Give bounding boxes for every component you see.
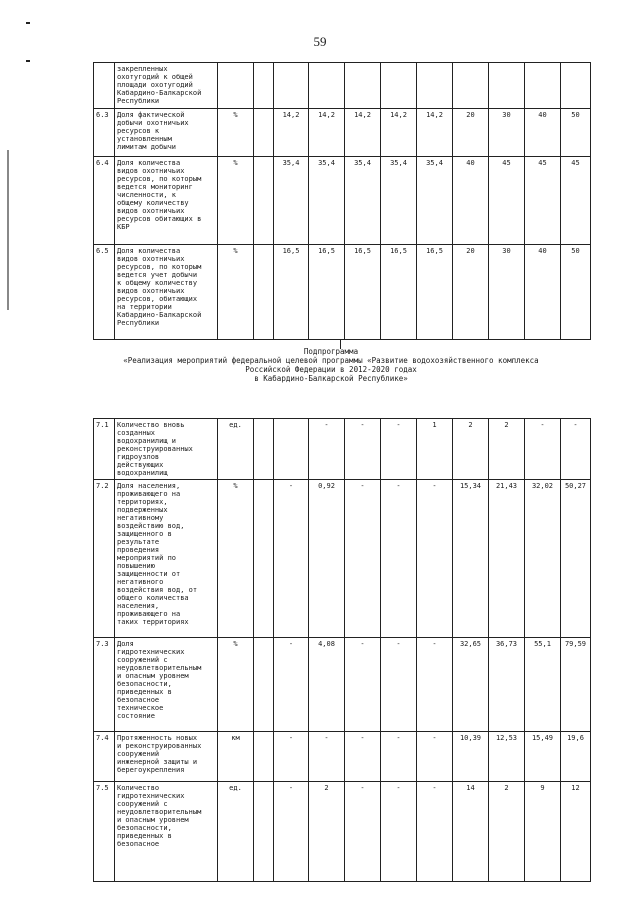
value-cell: 4,08 (309, 638, 345, 732)
value-cell (254, 245, 274, 340)
row-number: 6.3 (94, 109, 115, 157)
value-cell: 45 (489, 157, 525, 245)
value-cell: - (525, 419, 561, 480)
value-cell: 14,2 (345, 109, 381, 157)
value-cell: - (345, 732, 381, 782)
value-cell: 40 (525, 109, 561, 157)
value-cell: - (381, 480, 417, 638)
value-cell (254, 157, 274, 245)
value-cell: - (381, 732, 417, 782)
value-cell: 14,2 (417, 109, 453, 157)
indicator-name: Количество гидротехнических сооружений с неудовлетворительным и опасным уровнем безопасности, приведенных в безопасное (115, 782, 218, 882)
value-cell: 20 (453, 245, 489, 340)
value-cell (453, 63, 489, 109)
value-cell: 2 (453, 419, 489, 480)
value-cell: 35,4 (381, 157, 417, 245)
value-cell: 40 (525, 245, 561, 340)
value-cell: 35,4 (274, 157, 309, 245)
table-row (94, 63, 591, 109)
value-cell: 15,34 (453, 480, 489, 638)
value-cell (309, 63, 345, 109)
value-cell: 50,27 (561, 480, 591, 638)
unit-cell (218, 63, 254, 109)
value-cell: 32,65 (453, 638, 489, 732)
table-row (94, 638, 591, 732)
row-number: 7.2 (94, 480, 115, 638)
value-cell (254, 63, 274, 109)
value-cell: 15,49 (525, 732, 561, 782)
value-cell (254, 782, 274, 882)
value-cell: 32,02 (525, 480, 561, 638)
value-cell: - (561, 419, 591, 480)
value-cell: - (345, 782, 381, 882)
value-cell: 35,4 (417, 157, 453, 245)
value-cell: - (417, 480, 453, 638)
value-cell: - (381, 638, 417, 732)
value-cell: - (274, 638, 309, 732)
value-cell: 21,43 (489, 480, 525, 638)
value-cell: 14,2 (381, 109, 417, 157)
binding-edge (7, 150, 9, 310)
value-cell (254, 480, 274, 638)
row-number: 6.4 (94, 157, 115, 245)
value-cell: 30 (489, 245, 525, 340)
value-cell: 1 (417, 419, 453, 480)
value-cell (254, 638, 274, 732)
value-cell (381, 63, 417, 109)
unit-cell: % (218, 245, 254, 340)
value-cell: 50 (561, 245, 591, 340)
row-number: 7.4 (94, 732, 115, 782)
row-number: 6.5 (94, 245, 115, 340)
value-cell (274, 419, 309, 480)
value-cell: 16,5 (274, 245, 309, 340)
value-cell: 16,5 (381, 245, 417, 340)
value-cell: - (309, 419, 345, 480)
value-cell (254, 109, 274, 157)
value-cell (254, 732, 274, 782)
indicator-name: Протяженность новых и реконструированных сооружений инженерной защиты и берегоукрепления (115, 732, 218, 782)
value-cell: 45 (525, 157, 561, 245)
row-number: 7.5 (94, 782, 115, 882)
indicators-table-bottom (93, 418, 591, 882)
indicator-name: Доля гидротехнических сооружений с неудовлетворительным и опасным уровнем безопасности, приведенных в безопасное техническое состояние (115, 638, 218, 732)
value-cell: 20 (453, 109, 489, 157)
value-cell: 36,73 (489, 638, 525, 732)
value-cell: 14 (453, 782, 489, 882)
value-cell: - (274, 782, 309, 882)
value-cell: 30 (489, 109, 525, 157)
value-cell: - (417, 638, 453, 732)
value-cell: 35,4 (345, 157, 381, 245)
value-cell: 10,39 (453, 732, 489, 782)
value-cell: 45 (561, 157, 591, 245)
value-cell: 55,1 (525, 638, 561, 732)
value-cell: 79,59 (561, 638, 591, 732)
value-cell (254, 419, 274, 480)
value-cell: 2 (489, 782, 525, 882)
value-cell: - (417, 782, 453, 882)
value-cell: - (417, 732, 453, 782)
value-cell (525, 63, 561, 109)
unit-cell: ед. (218, 782, 254, 882)
indicator-name: Доля количества видов охотничьих ресурсов, по которым ведется учет добычи к общему количеству видов охотничьих ресурсов, обитающих на территории Кабардино-Балкарской Республики (115, 245, 218, 340)
table-row (94, 157, 591, 245)
value-cell: - (274, 732, 309, 782)
value-cell: - (309, 732, 345, 782)
indicator-name: закрепленных охотугодий к общей площади охотугодий Кабардино-Балкарской Республики (115, 63, 218, 109)
value-cell: 14,2 (309, 109, 345, 157)
unit-cell: % (218, 638, 254, 732)
value-cell: 12,53 (489, 732, 525, 782)
row-number: 7.3 (94, 638, 115, 732)
value-cell: 12 (561, 782, 591, 882)
indicator-name: Количество вновь созданных водохранилищ и реконструированных гидроузлов действующих водохранилищ (115, 419, 218, 480)
subprogram-title: «Реализация мероприятий федеральной целевой программы «Развитие водохозяйственного комплекса Российской Федерации в 2012-2020 годах в Кабардино-Балкарской Республике» (123, 356, 539, 383)
unit-cell: ед. (218, 419, 254, 480)
value-cell (489, 63, 525, 109)
value-cell: 0,92 (309, 480, 345, 638)
value-cell: 16,5 (417, 245, 453, 340)
table-row (94, 245, 591, 340)
unit-cell: % (218, 109, 254, 157)
table-row (94, 732, 591, 782)
value-cell: - (345, 419, 381, 480)
unit-cell: км (218, 732, 254, 782)
binding-mark (26, 60, 30, 62)
unit-cell: % (218, 480, 254, 638)
row-number (94, 63, 115, 109)
indicator-name: Доля количества видов охотничьих ресурсов, по которым ведется мониторинг численности, к общему количеству видов охотничьих ресурсов обитающих в КБР (115, 157, 218, 245)
subprogram-heading (92, 347, 570, 383)
value-cell: - (345, 480, 381, 638)
value-cell: 2 (489, 419, 525, 480)
value-cell: 16,5 (345, 245, 381, 340)
value-cell: - (381, 419, 417, 480)
indicator-name: Доля населения, проживающего на территориях, подверженных негативному воздействию вод, защищенного в результате проведения мероприятий по повышению защищенности от негативного воздействия вод, от общего количества населения, проживающего на таких территориях (115, 480, 218, 638)
value-cell: 2 (309, 782, 345, 882)
value-cell: - (381, 782, 417, 882)
unit-cell: % (218, 157, 254, 245)
value-cell: - (345, 638, 381, 732)
value-cell (274, 63, 309, 109)
value-cell: 9 (525, 782, 561, 882)
value-cell: 35,4 (309, 157, 345, 245)
value-cell (417, 63, 453, 109)
value-cell (561, 63, 591, 109)
indicator-name: Доля фактической добычи охотничьих ресурсов к установленным лимитам добычи (115, 109, 218, 157)
table-row (94, 782, 591, 882)
binding-mark (26, 22, 30, 24)
value-cell: 16,5 (309, 245, 345, 340)
row-number: 7.1 (94, 419, 115, 480)
value-cell: - (274, 480, 309, 638)
value-cell: 19,6 (561, 732, 591, 782)
table-row (94, 109, 591, 157)
value-cell: 14,2 (274, 109, 309, 157)
subprogram-label: Подпрограмма (303, 347, 359, 356)
table-row (94, 419, 591, 480)
value-cell: 50 (561, 109, 591, 157)
indicators-table-top (93, 62, 591, 340)
value-cell (345, 63, 381, 109)
page-number: 59 (313, 34, 327, 49)
table-row (94, 480, 591, 638)
value-cell: 40 (453, 157, 489, 245)
